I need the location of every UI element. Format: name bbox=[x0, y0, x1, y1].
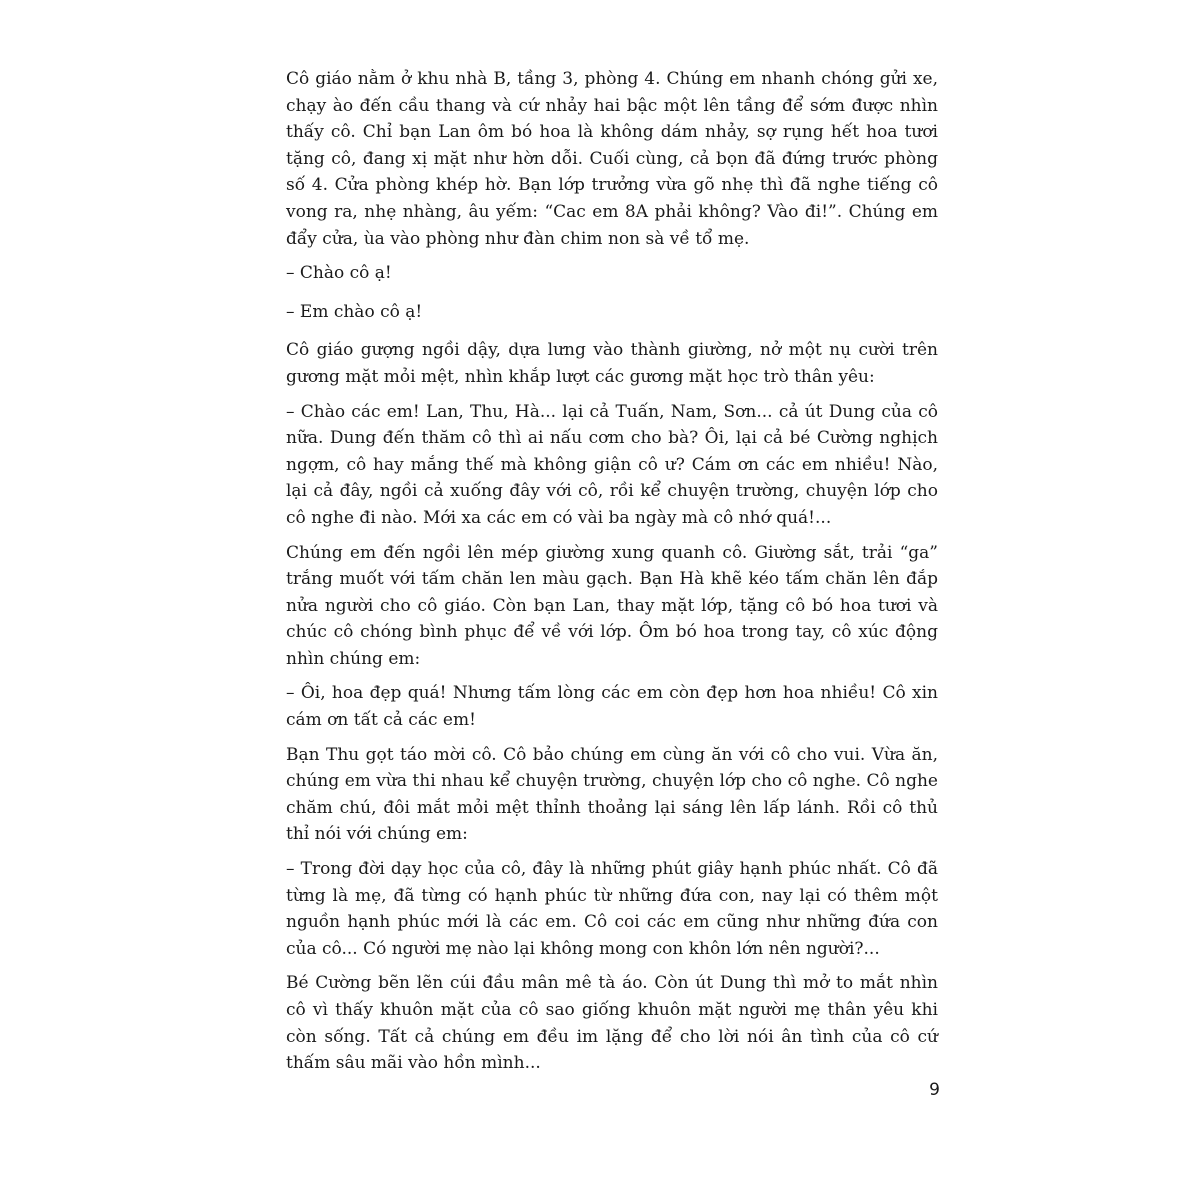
dialogue-line: – Ôi, hoa đẹp quá! Nhưng tấm lòng các em còn đẹp hơn hoa nhiều! Cô xin cám ơn tất cả các em! bbox=[286, 683, 938, 731]
dialogue-line: – Em chào cô ạ! bbox=[286, 301, 423, 322]
dialogue-line: – Chào cô ạ! bbox=[286, 263, 392, 284]
page-body bbox=[286, 66, 938, 1085]
paragraph: Cô giáo nằm ở khu nhà B, tầng 3, phòng 4. Chúng em nhanh chóng gửi xe, chạy ào đến cầu thang và cứ nhảy hai bậc một lên tầng để sớm được nhìn thấy cô. Chỉ bạn Lan ôm bó hoa là không dám nhảy, sợ rụng hết hoa tươi tặng cô, đang xị mặt như hờn dỗi. Cuối cùng, cả bọn đã đứng trước phòng số 4. Cửa phòng khép hờ. Bạn lớp trưởng vừa gõ nhẹ thì đã nghe tiếng cô vong ra, nhẹ nhàng, âu yếm: “Cac em 8A phải không? Vào đi!”. Chúng em đẩy cửa, ùa vào phòng như đàn chim non sà về tổ mẹ. bbox=[286, 69, 938, 249]
paragraph: Bạn Thu gọt táo mời cô. Cô bảo chúng em cùng ăn với cô cho vui. Vừa ăn, chúng em vừa thi nhau kể chuyện trường, chuyện lớp cho cô nghe. Cô nghe chăm chú, đôi mắt mỏi mệt thỉnh thoảng lại sáng lên lấp lánh. Rồi cô thủ thỉ nói với chúng em: bbox=[286, 744, 938, 845]
page-number: 9 bbox=[929, 1080, 940, 1100]
paragraph: Cô giáo gượng ngồi dậy, dựa lưng vào thành giường, nở một nụ cười trên gương mặt mỏi mệt, nhìn khắp lượt các gương mặt học trò thân yêu: bbox=[286, 340, 938, 387]
dialogue-line: – Trong đời dạy học của cô, đây là những phút giây hạnh phúc nhất. Cô đã từng là mẹ, đã từng có hạnh phúc từ những đứa con, nay lại có thêm một nguồn hạnh phúc mới là các em. Cô coi các em cũng như những đứa con của cô... Có người mẹ nào lại không mong con khôn lớn nên người?... bbox=[286, 859, 938, 959]
paragraph: Bé Cường bẽn lẽn cúi đầu mân mê tà áo. Còn út Dung thì mở to mắt nhìn cô vì thấy khuôn mặt của cô sao giống khuôn mặt người mẹ thân yêu khi còn sống. Tất cả chúng em đều im lặng để cho lời nói ân tình của cô cứ thấm sâu mãi vào hồn mình... bbox=[286, 973, 938, 1074]
dialogue-line: – Chào các em! Lan, Thu, Hà... lại cả Tuấn, Nam, Sơn... cả út Dung của cô nữa. Dung đến thăm cô thì ai nấu cơm cho bà? Ôi, lại cả bé Cường nghịch ngợm, cô hay mắng thế mà không giận cô ư? Cám ơn các em nhiều! Nào, lại cả đây, ngồi cả xuống đây với cô, rồi kể chuyện trường, chuyện lớp cho cô nghe đi nào. Mới xa các em có vài ba ngày mà cô nhớ quá!... bbox=[286, 401, 938, 528]
paragraph: Chúng em đến ngồi lên mép giường xung quanh cô. Giường sắt, trải “ga” trắng muốt với tấm chăn len màu gạch. Bạn Hà khẽ kéo tấm chăn lên đắp nửa người cho cô giáo. Còn bạn Lan, thay mặt lớp, tặng cô bó hoa tươi và chúc cô chóng bình phục để về với lớp. Ôm bó hoa trong tay, cô xúc động nhìn chúng em: bbox=[286, 542, 938, 669]
